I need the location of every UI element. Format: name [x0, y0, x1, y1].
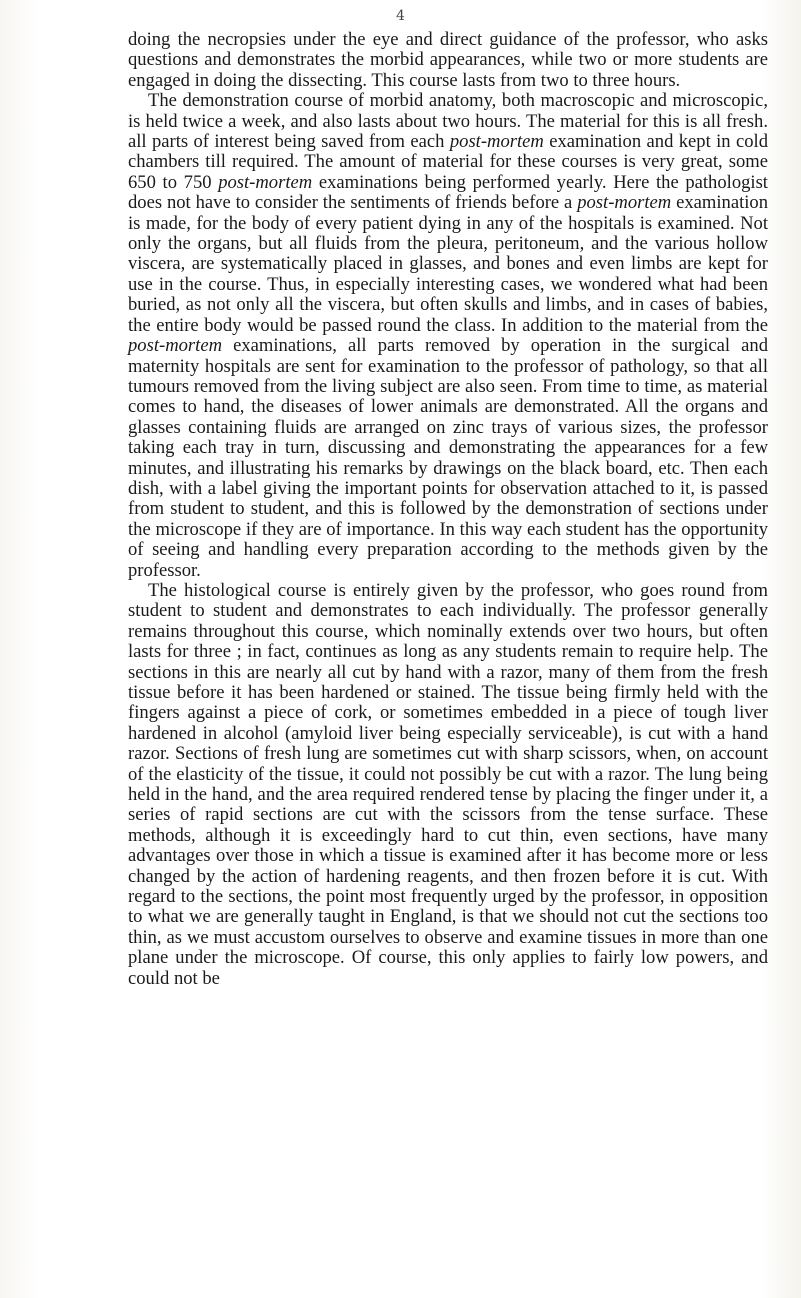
- body-text: [128, 30, 768, 989]
- paragraph: [128, 30, 768, 91]
- text-run: examinations being performed yearly. Here the pathologist does not have to consider the sentiments of friends before a: [128, 171, 768, 214]
- italic-phrase: post-mortem: [128, 335, 222, 357]
- text-run: examination is made, for the body of every patient dying in any of the hospitals is examined. Not only the organs, but all fluids from the pleura, peritoneum, and the various hollow viscera, are systematically placed in glasses, and bones and even limbs are kept for use in the course. Thus, in especially interesting cases, we wondered what had been buried, as not only all the viscera, but often skulls and limbs, and in cases of babies, the entire body would be passed round the class. In addition to the material from the: [128, 192, 768, 336]
- paragraph: [128, 91, 768, 581]
- text-run: examinations, all parts removed by operation in the surgical and maternity hospitals are sent for examination to the professor of pathology, so that all tumours removed from the living subject are also seen. From time to time, as material comes to hand, the diseases of lower animals are demonstrated. All the organs and glasses containing fluids are arranged on zinc trays of various sizes, the professor taking each tray in turn, discussing and demonstrating the appearances for a few minutes, and illustrating his remarks by drawings on the black board, etc. Then each dish, with a label giving the important points for observation attached to it, is passed from student to student, and this is followed by the demonstration of sections under the microscope if they are of importance. In this way each student has the opportunity of seeing and handling every preparation according to the methods given by the professor.: [128, 335, 768, 581]
- paragraph: [128, 581, 768, 989]
- page-number: 4: [396, 8, 405, 24]
- italic-phrase: post-mortem: [218, 171, 313, 193]
- text-run: examination and kept in cold chambers till required. The amount of material for these courses is very great, some 650 to 750: [128, 131, 768, 193]
- italic-phrase: post-mortem: [577, 192, 672, 214]
- text-run: The demonstration course of morbid anatomy, both macroscopic and microscopic, is held twice a week, and also lasts about two hours. The material for this is all fresh. all parts of interest being saved from each: [128, 90, 768, 153]
- italic-phrase: post-mortem: [449, 131, 544, 153]
- text-run: doing the necropsies under the eye and direct guidance of the professor, who asks questions and demonstrates the morbid appearances, while two or more students are engaged in doing the dissecting. This course lasts from two to three hours.: [128, 29, 768, 91]
- text-run: The histological course is entirely given by the professor, who goes round from student to student and demonstrates to each individually. The professor generally remains throughout this course, which nominally extends over two hours, but often lasts for three ; in fact, continues as long as any students remain to require help. The sections in this are nearly all cut by hand with a razor, many of them from the fresh tissue before it has been hardened or stained. The tissue being firmly held with the fingers against a piece of cork, or sometimes embedded in a piece of tough liver hardened in alcohol (amyloid liver being especially serviceable), is cut with a hand razor. Sections of fresh lung are sometimes cut with sharp scissors, when, on account of the elasticity of the tissue, it could not possibly be cut with a razor. The lung being held in the hand, and the area required rendered tense by placing the finger under it, a series of rapid sections are cut with the scissors from the tense surface. These methods, although it is exceedingly hard to cut thin, even sections, have many advantages over those in which a tissue is examined after it has become more or less changed by the action of hardening reagents, and then frozen before it is cut. With regard to the sections, the point most frequently urged by the professor, in opposition to what we are generally taught in England, is that we should not cut the sections too thin, as we must accustom ourselves to observe and examine tissues in more than one plane under the microscope. Of course, this only applies to fairly low powers, and could not be: [128, 579, 768, 989]
